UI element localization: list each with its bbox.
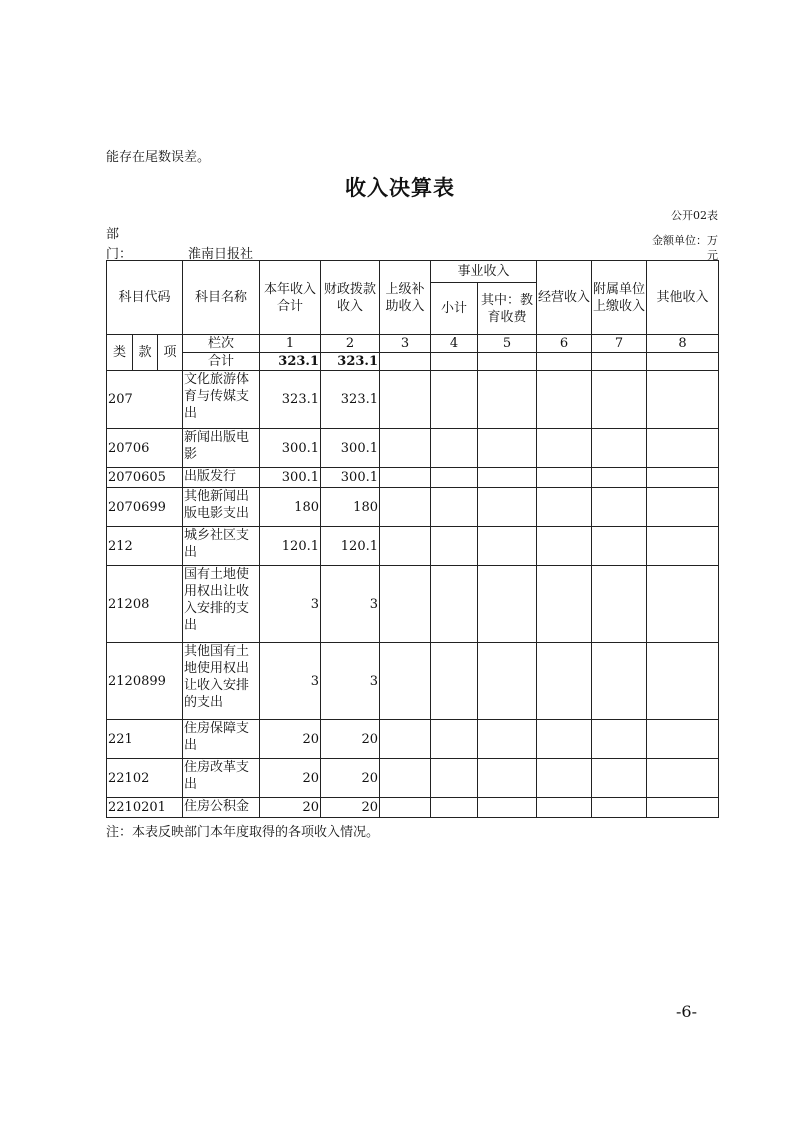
total-label: 合计 — [183, 353, 260, 371]
row-c1: 300.1 — [260, 429, 321, 468]
unit-line-2: 元 — [707, 249, 718, 262]
col-index-7: 7 — [592, 335, 647, 353]
row-c2: 300.1 — [321, 468, 380, 488]
dept-label-1: 部 — [106, 227, 120, 242]
row-name: 其他新闻出版电影支出 — [183, 488, 260, 527]
header-kuan: 款 — [133, 335, 158, 371]
header-affiliated: 附属单位上缴收入 — [592, 261, 647, 335]
table-row — [107, 468, 719, 488]
table-row — [107, 720, 719, 759]
row-c2: 20 — [321, 720, 380, 759]
table-row — [107, 798, 719, 818]
row-c1: 20 — [260, 720, 321, 759]
column-index-row — [107, 335, 719, 353]
row-code: 20706 — [107, 429, 183, 468]
table-row — [107, 429, 719, 468]
row-c1: 20 — [260, 759, 321, 798]
row-c2: 20 — [321, 798, 380, 818]
footnote: 注：本表反映部门本年度取得的各项收入情况。 — [106, 825, 380, 840]
row-name: 住房保障支出 — [183, 720, 260, 759]
header-code: 科目代码 — [107, 261, 183, 335]
row-code: 212 — [107, 527, 183, 566]
header-name: 科目名称 — [183, 261, 260, 335]
total-c2: 323.1 — [321, 353, 380, 371]
row-name: 新闻出版电影 — [183, 429, 260, 468]
row-c2: 323.1 — [321, 371, 380, 429]
table-row — [107, 566, 719, 643]
row-code: 21208 — [107, 566, 183, 643]
row-name: 城乡社区支出 — [183, 527, 260, 566]
header-row-1 — [107, 261, 719, 283]
row-code: 207 — [107, 371, 183, 429]
row-c2: 300.1 — [321, 429, 380, 468]
col-index-6: 6 — [537, 335, 592, 353]
col-index-3: 3 — [380, 335, 431, 353]
col-index-4: 4 — [431, 335, 478, 353]
row-c1: 300.1 — [260, 468, 321, 488]
col-index-5: 5 — [478, 335, 537, 353]
row-name: 文化旅游体育与传媒支出 — [183, 371, 260, 429]
row-code: 2120899 — [107, 643, 183, 720]
col-index-8: 8 — [647, 335, 719, 353]
header-fiscal: 财政拨款收入 — [321, 261, 380, 335]
row-c1: 323.1 — [260, 371, 321, 429]
income-table — [106, 260, 719, 818]
form-code: 公开02表 — [671, 209, 718, 222]
row-c2: 3 — [321, 566, 380, 643]
row-name: 国有土地使用权出让收入安排的支出 — [183, 566, 260, 643]
page-number: -6- — [676, 1002, 697, 1021]
row-c1: 120.1 — [260, 527, 321, 566]
row-c1: 3 — [260, 566, 321, 643]
row-name: 住房公积金 — [183, 798, 260, 818]
row-c1: 3 — [260, 643, 321, 720]
row-c1: 20 — [260, 798, 321, 818]
row-code: 221 — [107, 720, 183, 759]
row-name: 其他国有土地使用权出让收入安排的支出 — [183, 643, 260, 720]
header-operating: 经营收入 — [537, 261, 592, 335]
dept-label-2: 门： — [106, 247, 133, 262]
row-c2: 20 — [321, 759, 380, 798]
header-lei: 类 — [107, 335, 133, 371]
page-title: 收入决算表 — [345, 176, 455, 200]
row-name: 出版发行 — [183, 468, 260, 488]
total-c1: 323.1 — [260, 353, 321, 371]
top-note: 能存在尾数误差。 — [106, 150, 211, 165]
header-business-income: 事业收入 — [431, 261, 537, 283]
unit-line-1: 金额单位：万 — [652, 234, 718, 247]
header-subtotal: 小计 — [431, 283, 478, 335]
header-superior-subsidy: 上级补助收入 — [380, 261, 431, 335]
row-c2: 120.1 — [321, 527, 380, 566]
row-name: 住房改革支出 — [183, 759, 260, 798]
table-row — [107, 371, 719, 429]
header-other: 其他收入 — [647, 261, 719, 335]
row-code: 2070605 — [107, 468, 183, 488]
table-row — [107, 527, 719, 566]
row-c2: 3 — [321, 643, 380, 720]
table-row — [107, 643, 719, 720]
row-code: 2070699 — [107, 488, 183, 527]
row-code: 2210201 — [107, 798, 183, 818]
header-education-fee: 其中：教育收费 — [478, 283, 537, 335]
header-lanci: 栏次 — [183, 335, 260, 353]
total-row — [107, 353, 719, 371]
table-row — [107, 488, 719, 527]
table-row — [107, 759, 719, 798]
row-code: 22102 — [107, 759, 183, 798]
row-c2: 180 — [321, 488, 380, 527]
row-c1: 180 — [260, 488, 321, 527]
dept-name: 淮南日报社 — [188, 247, 254, 262]
col-index-2: 2 — [321, 335, 380, 353]
col-index-1: 1 — [260, 335, 321, 353]
header-total-income: 本年收入合计 — [260, 261, 321, 335]
header-xiang: 项 — [158, 335, 183, 371]
